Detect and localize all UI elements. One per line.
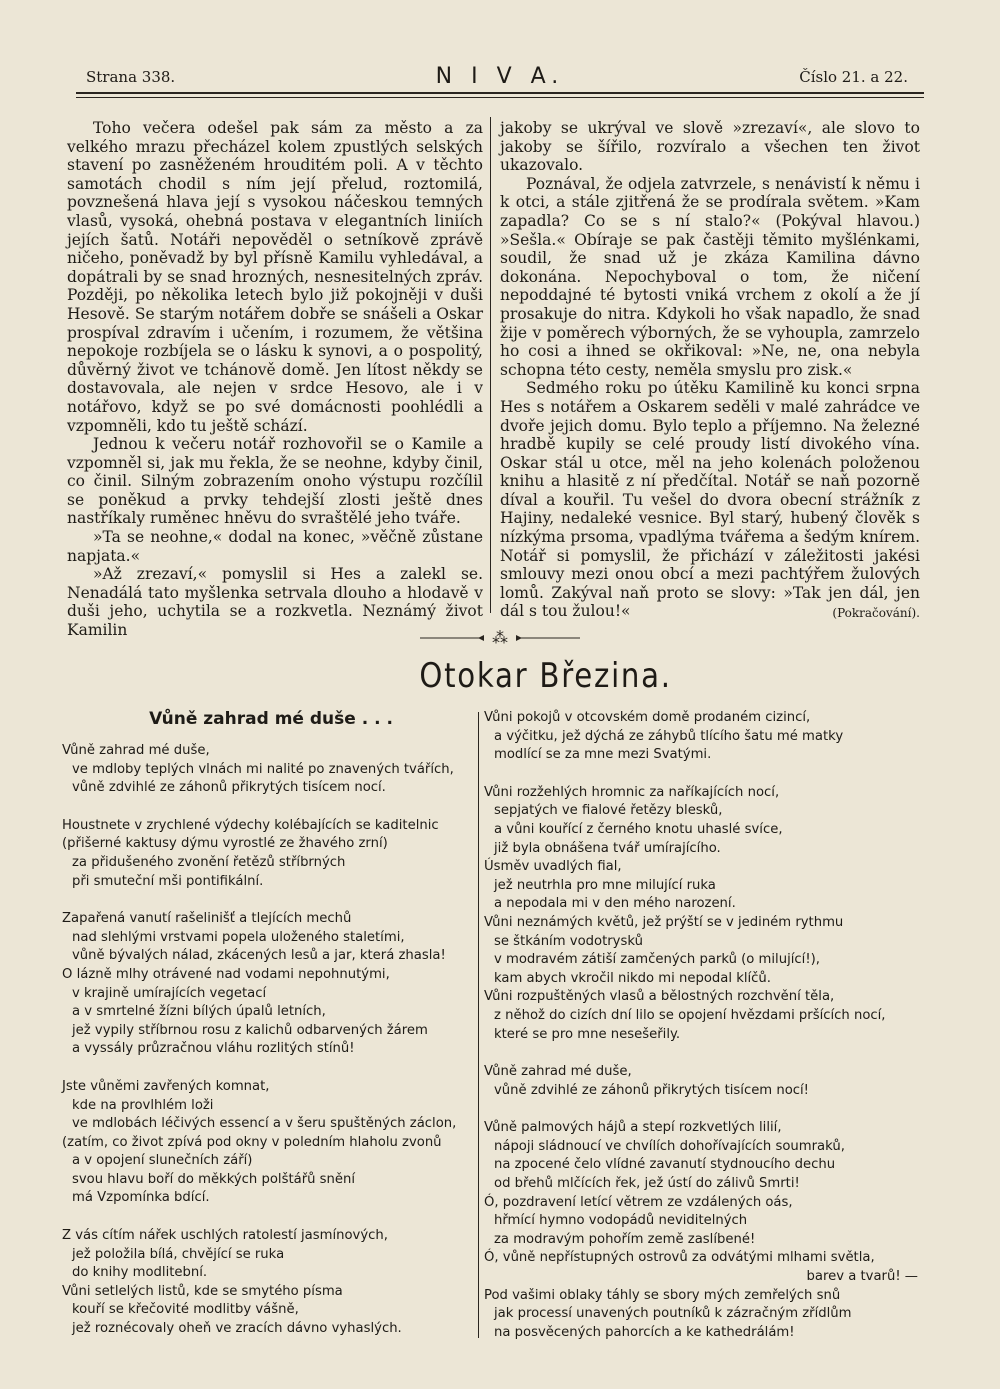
verse-line: které se pro mne nesešeřily. <box>494 1026 681 1042</box>
verse-line: O lázně mlhy otrávené nad vodami nepohnutými, <box>62 966 390 982</box>
verse-line: Ó, vůně nepřístupných ostrovů za odvátými mlhami světla, <box>484 1250 875 1266</box>
verse-line: Zapařená vanutí rašelinišť a tlejících mechů <box>62 911 352 927</box>
poem-divider <box>478 712 479 1338</box>
verse-line: na posvěcených pahorcích a ke kathedrálám! <box>494 1324 795 1340</box>
verse-line: vůně bývalých nálad, zkácených lesů a jar, která zhasla! <box>72 948 446 964</box>
verse-line: od břehů mlčících řek, jež ústí do zálivů Smrti! <box>494 1176 800 1192</box>
verse-line: a výčitku, jež dýchá ze záhybů tlícího šatu mé matky <box>494 728 844 744</box>
stanza-gap <box>484 1100 924 1119</box>
verse-line: Ó, pozdravení letící větrem ze vzdálených oás, <box>484 1194 793 1210</box>
verse-line: svou hlavu boří do měkkých polštářů snění <box>72 1171 356 1187</box>
ornament-divider <box>420 628 580 648</box>
paragraph: Sedmého roku po útěku Kamilině ku konci srpna Hes s notářem a Oskarem seděli v malé zahrádce ve dvoře jejich domu. Bylo teplo a příjemno. Na železné hradbě kupily se celé proudy listí divokého vína. Oskar stál u otce, měl na jeho kolenách položenou knihu a hlasitě z ní předčítal. Notář se naň pozorně díval a kouřil. Tu vešel do dvora obecní strážník z Hajiny, nedaleké vesnice. Byl starý, hubený člověk s nízkýma prsoma, vpadlýma tvářema a šedým knírem. Notář si pomyslil, že přichází v záležitosti jakési smlouvy mezi onou obcí a mezi pachtýřem žulových lomů. Zakýval naň proto se slovy: »Tak jen dál, jen dál s tou žulou!« (Pokračování). <box>500 379 920 621</box>
header-rule <box>76 92 924 94</box>
stanza-gap <box>62 891 476 910</box>
column-divider <box>490 117 491 613</box>
verse-line: kam abych vkročil nikdo mi nepodal klíčů. <box>494 970 771 986</box>
verse-line: kouří se křečovité modlitby vášně, <box>72 1302 299 1318</box>
verse-line: ve mdlobách léčivých essencí a v šeru spuštěných záclon, <box>72 1116 457 1132</box>
verse-line: již byla obnášena tvář umírajícího. <box>494 840 721 856</box>
verse-line: na zpocené čelo vlídné zavanutí stydnoucího dechu <box>494 1157 836 1173</box>
verse-line: má Vzpomínka bdící. <box>72 1190 210 1206</box>
issue-number: Číslo 21. a 22. <box>799 68 908 86</box>
verse-line: Houstnete v zrychlené výdechy kolébajících se kaditelnic <box>62 817 439 833</box>
poem-column-left <box>62 742 476 1339</box>
verse-line: barev a tvarů! — <box>806 1269 918 1285</box>
stanza-gap <box>62 1059 476 1078</box>
stanza-gap <box>62 798 476 817</box>
stanza-gap <box>484 765 924 784</box>
verse-line: Vůni neznámých květů, jež prýští se v jediném rythmu <box>484 914 844 930</box>
paragraph: »Až zrezaví,« pomyslil si Hes a zalekl se. Nenadálá tato myšlenka setrvala dlouho a hlodavě v duši jeho, uchytila se a rozkvetla. Neznámý život Kamilin <box>67 565 483 640</box>
verse-line: Vůni rozžehlých hromnic za naříkajících nocí, <box>484 784 780 800</box>
verse-line: Vůni rozpuštěných vlasů a bělostných rozchvění těla, <box>484 989 835 1005</box>
verse-line: Vůně palmových hájů a stepí rozkvetlých lilií, <box>484 1120 782 1136</box>
poet-name: Otokar Březina. <box>419 656 672 696</box>
verse-line: Vůně zahrad mé duše, <box>484 1064 632 1080</box>
verse-line: vůně zdvihlé ze záhonů přikrytých tisícem nocí. <box>72 780 386 796</box>
verse-line: a vůni kouřící z černého knotu uhaslé svíce, <box>494 821 783 837</box>
verse-line: hřmící hymno vodopádů neviditelných <box>494 1213 748 1229</box>
verse-line: Pod vašimi oblaky táhly se sbory mých zemřelých snů <box>484 1287 841 1303</box>
stanza-gap <box>62 1208 476 1227</box>
poem-column-right <box>484 709 924 1342</box>
paragraph: Toho večera odešel pak sám za město a za velkého mrazu přecházel kolem zpustlých selských stavení po zasněženém hrouditém poli. A v těchto samotách chodil s ním její přelud, roztomilá, povznešená hlava její s vysokou náčeskou temných vlasů, vysoká, ohebná postava v elegantních liniích jejích šatů. Notáři nepověděl o setníkově zprávě ničeho, poněvadž by byl přísně Kamilu vyhledával, a dopátrali by se snad hrozných, nesnesitelných zpráv. Později, po několika letech bylo již pokojněji v duši Hesově. Se starým notářem dobře se snášeli a Oskar prospíval zdravím i učením, i rozumem, že většina nepokoje rozbíjela se o lásku k synovi, a o pospolitý, důvěrný život ve tchánově domě. Jen lítost někdy se dostavovala, ale nejen v srdce Hesovo, ale i v notářovo, když se po své domácnosti poohlédli a vzpomněli, kdo tu ještě schází. <box>67 119 483 435</box>
verse-line: nápoji sládnoucí ve chvílích dohořívajících soumraků, <box>494 1138 845 1154</box>
verse-line: jež neutrhla pro mne milující ruka <box>494 877 716 893</box>
svg-text:⁂: ⁂ <box>492 628 508 647</box>
verse-line: a v opojení slunečních září) <box>72 1153 253 1169</box>
verse-line: se štkáním vodotrysků <box>494 933 643 949</box>
verse-line: z něhož do cizích dní lilo se opojení hvězdami pršících nocí, <box>494 1007 886 1023</box>
prose-column-right <box>500 119 920 623</box>
verse-line: při smuteční mši pontifikální. <box>72 873 264 889</box>
verse-line: (zatím, co život zpívá pod okny v poledním hlaholu zvonů <box>62 1134 442 1150</box>
verse-line: (přišerné kaktusy dýmu vyrostlé ze žhavého zrní) <box>62 836 388 852</box>
paragraph: Jednou k večeru notář rozhovořil se o Kamile a vzpomněl si, jak mu řekla, že se neohne, kdyby činil, co činil. Silným zobrazením onoho výstupu rozčílil se poněkud a prvky tehdejší zlosti ještě dnes nastříkaly ruměnec hněvu do svraštělé jeho tváře. <box>67 435 483 528</box>
masthead: N I V A. <box>435 64 565 89</box>
verse-line: kde na provlhlém loži <box>72 1097 214 1113</box>
verse-line: Jste vůněmi zavřených komnat, <box>62 1078 270 1094</box>
poem-title: Vůně zahrad mé duše . . . <box>149 709 393 729</box>
verse-line: jež vypily stříbrnou rosu z kalichů odbarvených žárem <box>72 1022 428 1038</box>
verse-line: vůně zdvihlé ze záhonů přikrytých tisícem nocí! <box>494 1082 809 1098</box>
verse-line: Vůni setlelých listů, kde se smytého písma <box>62 1283 343 1299</box>
paragraph: Poznával, že odjela zatvrzele, s nenávistí k němu i k otci, a stále zjitřená že se prodírala světem. »Kam zapadla? Co se s ní stalo?« (Pokýval hlavou.) »Sešla.« Obíraje se pak častěji těmito myšlénkami, soudil, že snad už je zkáza Kamilina dávno dokonána. Nepochyboval o tom, že ničení nepoddajné té bytosti vniká vrchem z okolí a že jí prosakuje do nitra. Kdykoli ho však napadlo, že snad žije v poměrech výborných, že se vyhoupla, zamrzelo ho cosi a ihned se okřikoval: »Ne, ne, ona nebyla schopna této cesty, neměla smyslu pro zisk.« <box>500 174 920 379</box>
verse-line: ve mdloby teplých vlnách mi nalité po znavených tvářích, <box>72 761 454 777</box>
prose-column-left <box>67 119 483 640</box>
paragraph: jakoby se ukrýval ve slově »zrezaví«, ale slovo to jakoby se šířilo, rozvíralo a všechen ten život ukazovalo. <box>500 119 920 175</box>
continued-note: (Pokračování). <box>832 606 920 621</box>
verse-line: jak processí unavených poutníků k zázračným zřídlům <box>494 1306 852 1322</box>
stanza-gap <box>484 1044 924 1063</box>
page-number: Strana 338. <box>86 68 176 86</box>
verse-line: Úsměv uvadlých fial, <box>484 859 622 875</box>
verse-line: v modravém zátiší zamčených parků (o milující!), <box>494 952 820 968</box>
verse-line: nad slehlými vrstvami popela uloženého staletími, <box>72 929 405 945</box>
verse-line: Vůni pokojů v otcovském domě prodaném cizincí, <box>484 710 811 725</box>
verse-line: a vyssály průzračnou vláhu rozlitých stínů! <box>72 1041 355 1057</box>
paragraph: »Ta se neohne,« dodal na konec, »věčně zůstane napjata.« <box>67 528 483 565</box>
header-rule-thin <box>76 97 924 98</box>
verse-line: sepjatých ve fialové řetězy blesků, <box>494 803 723 819</box>
verse-line: a nepodala mi v den mého narození. <box>494 896 736 912</box>
verse-line: jež roznécovaly oheň ve zracích dávno vyhaslých. <box>72 1321 402 1337</box>
verse-line: Z vás cítím nářek uschlých ratolestí jasmínových, <box>62 1228 388 1244</box>
verse-line: Vůně zahrad mé duše, <box>62 743 210 758</box>
verse-line: v krajině umírajících vegetací <box>72 985 267 1001</box>
verse-line: do knihy modlitební. <box>72 1265 208 1281</box>
verse-line: modlící se za mne mezi Svatými. <box>494 747 712 763</box>
verse-line: za modravým pohořím země zaslíbené! <box>494 1231 756 1247</box>
verse-line: jež položila bílá, chvějící se ruka <box>72 1246 285 1262</box>
verse-line: za přidušeného zvonění řetězů stříbrných <box>72 854 346 870</box>
verse-line: a v smrtelné žízni bílých úpalů letních, <box>72 1004 326 1020</box>
